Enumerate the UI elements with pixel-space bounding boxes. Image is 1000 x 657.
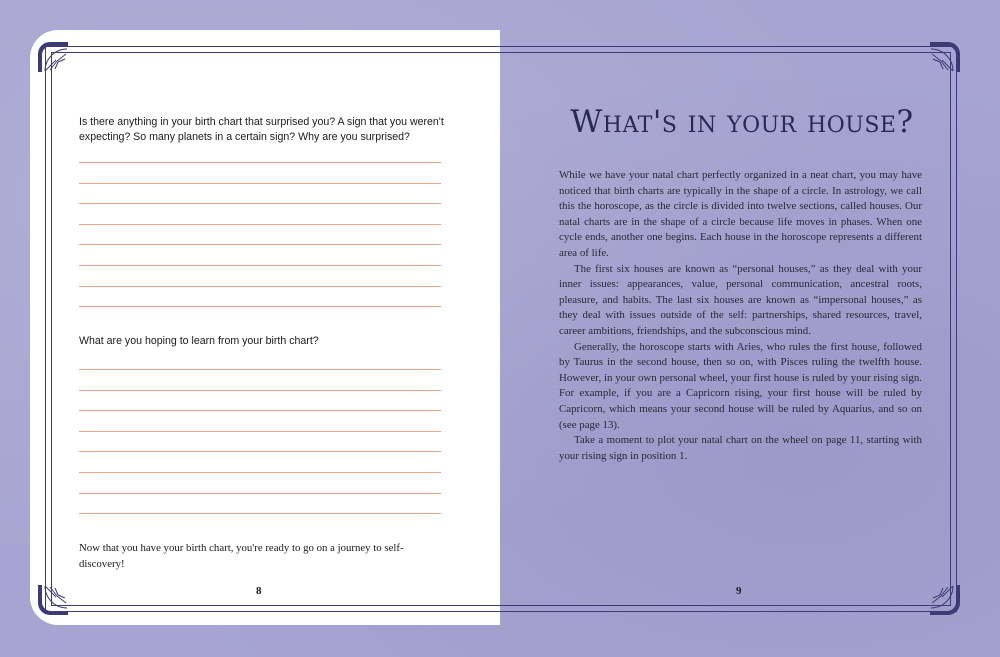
- writing-line: [79, 203, 441, 204]
- writing-line: [79, 431, 441, 432]
- writing-line: [79, 472, 441, 473]
- writing-line: [79, 369, 441, 370]
- journal-prompt-2: What are you hoping to learn from your birth chart?: [79, 335, 319, 347]
- page-number-left: 8: [256, 585, 262, 597]
- paragraph: Take a moment to plot your natal chart on the wheel on page 11, starting with your rising sign in position 1.: [559, 434, 922, 462]
- page-number-right: 9: [736, 585, 742, 597]
- writing-lines-2[interactable]: [79, 369, 441, 534]
- writing-line: [79, 410, 441, 411]
- writing-line: [79, 183, 441, 184]
- writing-line: [79, 224, 441, 225]
- writing-line: [79, 162, 441, 163]
- writing-line: [79, 306, 441, 307]
- writing-line: [79, 265, 441, 266]
- paragraph: Generally, the horoscope starts with Aries, who rules the first house, followed by Taurus in the second house, then so on, with Pisces ruling the twelfth house. However, in your own personal wheel, your first house is ruled by your rising sign. For example, if you are a Capricorn rising, your first house will be ruled by Capricorn, which means your second house will be ruled by Aquarius, and so on (see page 13).: [559, 340, 922, 431]
- paragraph: The first six houses are known as “personal houses,” as they deal with your inner issues: appearances, value, personal communication, ancestral roots, pleasure, and habits. The last six houses are known as “impersonal houses,” as they deal with issues outside of the self: partnerships, shared resources, travel, career ambitions, friendships, and the subconscious mind.: [559, 262, 922, 337]
- page-title: What's in your house?: [570, 104, 914, 140]
- writing-line: [79, 390, 441, 391]
- body-text: [559, 168, 922, 464]
- writing-line: [79, 513, 441, 514]
- writing-line: [79, 286, 441, 287]
- writing-line: [79, 244, 441, 245]
- closing-text: Now that you have your birth chart, you're ready to go on a journey to self-discovery!: [79, 542, 404, 570]
- paragraph: While we have your natal chart perfectly organized in a neat chart, you may have noticed that birth charts are typically in the shape of a circle. In astrology, we call this the horoscope, as the circle is divided into twelve sections, called houses. Our natal charts are in the shape of a circle because life moves in phases. When one cycle ends, another one begins. Each house in the horoscope represents a different area of life.: [559, 169, 922, 259]
- writing-lines-1[interactable]: [79, 162, 441, 327]
- writing-line: [79, 451, 441, 452]
- journal-prompt-1: Is there anything in your birth chart that surprised you? A sign that you weren't expecting? So many planets in a certain sign? Why are you surprised?: [79, 116, 444, 143]
- writing-line: [79, 493, 441, 494]
